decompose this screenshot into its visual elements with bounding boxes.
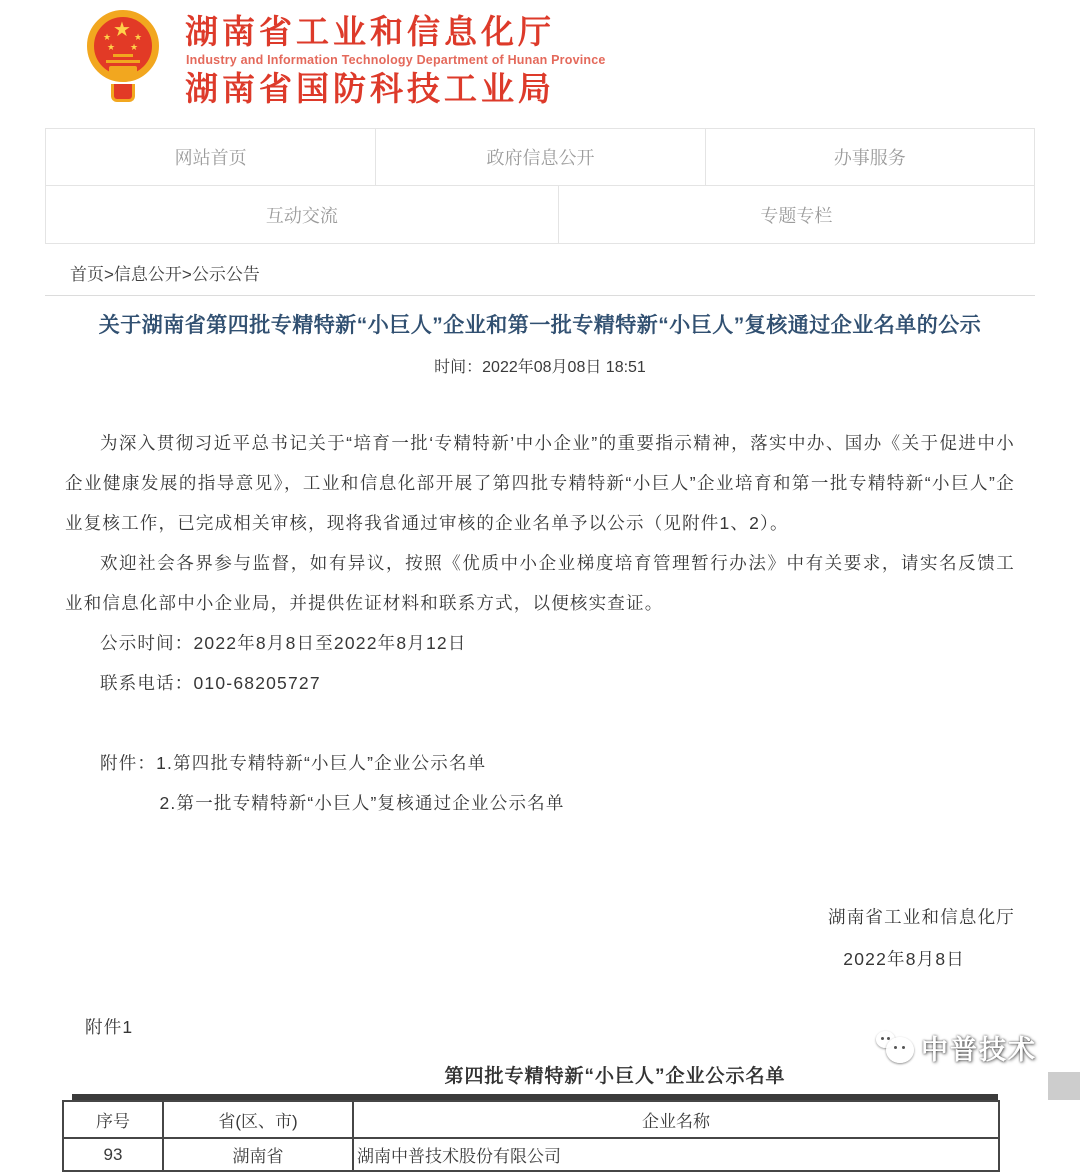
site-header bbox=[0, 0, 1080, 128]
table-header-company: 企业名称 bbox=[353, 1101, 999, 1138]
attachment1-label: 附件1 bbox=[85, 1017, 134, 1037]
attachment1-table-title: 第四批专精特新“小巨人”企业公示名单 bbox=[444, 1066, 786, 1087]
national-emblem-icon: ★ ★ ★ ★ ★ bbox=[85, 8, 161, 114]
publicity-period: 公示时间：2022年8月8日至2022年8月12日 bbox=[100, 633, 467, 653]
nav-item-interaction[interactable]: 互动交流 bbox=[265, 205, 338, 226]
nav-item-special-columns[interactable]: 专题专栏 bbox=[558, 186, 1034, 243]
attachment-line-1: 附件：1.第四批专精特新“小巨人”企业公示名单 bbox=[100, 753, 487, 773]
paragraph-1: 为深入贯彻习近平总书记关于“培育一批‘专精特新’中小企业”的重要指示精神，落实中办、国办《关于促进中小企业健康发展的指导意见》，工业和信息化部开展了第四批专精特新“小巨人”企业培育和第一批专精特新“小巨人”企业复核工作，已完成相关审核，现将我省通过审核的企业名单予以公示（见附件1、2）。 bbox=[65, 433, 1015, 533]
next-row-edge bbox=[72, 1094, 998, 1100]
nav-row-2 bbox=[46, 186, 1034, 243]
table-header-index: 序号 bbox=[63, 1101, 163, 1138]
divider-line bbox=[45, 295, 1035, 296]
nav-row-1 bbox=[46, 129, 1034, 186]
signature-org: 湖南省工业和信息化厅 bbox=[828, 907, 1015, 927]
company-table bbox=[62, 1100, 1000, 1172]
table-header-province: 省(区、市) bbox=[163, 1101, 353, 1138]
site-title-cn-2: 湖南省国防科技工业局 bbox=[185, 70, 555, 108]
article-body bbox=[65, 423, 1015, 1047]
nav-item-services[interactable]: 办事服务 bbox=[705, 129, 1034, 185]
table-cell-province: 湖南省 bbox=[163, 1138, 353, 1171]
site-title-cn-1: 湖南省工业和信息化厅 bbox=[185, 13, 555, 50]
table-cell-company: 湖南中普技术股份有限公司 bbox=[353, 1138, 999, 1171]
watermark-text: 中普技术 bbox=[921, 1035, 1037, 1065]
main-nav bbox=[45, 128, 1035, 244]
corner-gray-box bbox=[1048, 1072, 1080, 1100]
paragraph-2: 欢迎社会各界参与监督，如有异议，按照《优质中小企业梯度培育管理暂行办法》中有关要求，请实名反馈工业和信息化部中小企业局，并提供佐证材料和联系方式，以便核实查证。 bbox=[65, 553, 1015, 613]
table-row bbox=[63, 1138, 999, 1171]
breadcrumb[interactable]: 首页>信息公开>公示公告 bbox=[70, 265, 260, 284]
signature-date: 2022年8月8日 bbox=[843, 949, 965, 969]
table-cell-index: 93 bbox=[63, 1138, 163, 1171]
article-time: 时间：2022年08月08日 18:51 bbox=[434, 359, 646, 376]
nav-item-home[interactable]: 网站首页 bbox=[174, 148, 247, 168]
article-title: 关于湖南省第四批专精特新“小巨人”企业和第一批专精特新“小巨人”复核通过企业名单的公示 bbox=[98, 314, 982, 337]
header-titles bbox=[85, 8, 1080, 108]
contact-phone: 联系电话：010-68205727 bbox=[100, 673, 321, 693]
attachment-line-2: 2.第一批专精特新“小巨人”复核通过企业公示名单 bbox=[159, 793, 565, 813]
site-title-en: Industry and Information Technology Department of Hunan Province bbox=[186, 53, 606, 68]
nav-item-gov-info[interactable]: 政府信息公开 bbox=[375, 129, 704, 185]
table-header-row bbox=[63, 1101, 999, 1138]
